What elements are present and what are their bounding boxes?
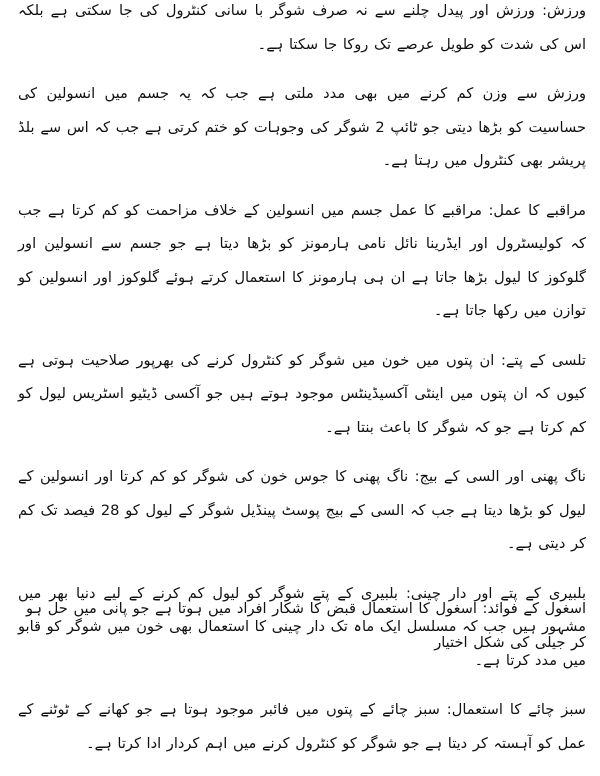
paragraph-text: ورزش اور پیدل چلنے سے نہ صرف شوگر با سانی کنٹرول کی جا سکتی ہے بلکہ اس کی شدت کو طویل عرصے تک روکا جا سکتا ہے۔ (18, 2, 586, 53)
paragraph-green-tea (18, 693, 586, 760)
paragraph-text: بلبیری کے پتے شوگر کو لیول کم کرنے کے لیے دنیا بھر میں مشہور ہیں جب کہ مسلسل ایک ماہ تک دار چینی کا استعمال بھی خون میں شوگر کو قابو میں مدد کرتا ہے۔ (18, 584, 586, 669)
paragraph-text: ورزش سے وزن کم کرنے میں بھی مدد ملتی ہے جب کہ یہ جسم میں انسولین کی حساسیت کو بڑھا دیتی جو ٹائپ 2 شوگر کی وجوہات کو ختم کرتی ہے جب کہ اس سے بلڈ پریشر بھی کنٹرول میں رہتا ہے۔ (18, 85, 586, 169)
paragraph-text: مراقبے کا عمل جسم میں انسولین کے خلاف مزاحمت کو کم کرتا ہے جب کہ کولیسٹرول اور ایڈرینا نائل نامی ہارمونز کو بڑھا دیتا ہے جو جسم سے انسولین اور گلوکوز کا لیول بڑھا جاتا ہے ان ہی ہارمونز کا استعمال کرتے ہوئے گلوکوز اور انسولین کو توازن میں رکھا جاتا ہے۔ (18, 201, 586, 319)
paragraph-text: ناگ پھنی کا جوس خون کی شوگر کو کم کرتا اور انسولین کے لیول کو بڑھا دیتا ہے جب کہ السی کے بیج پوسٹ پینڈیل شوگر کے لیول کو 28 فیصد تک کم کر دیتی ہے۔ (18, 468, 586, 552)
paragraph-heading: بلبیری کے پتے اور دار چینی: (398, 584, 587, 602)
paragraph-cactus-flaxseed (18, 460, 586, 561)
paragraph-heading: ورزش: (534, 2, 586, 19)
paragraph-heading: ناگ پھنی اور السی کے بیج: (408, 468, 586, 485)
paragraph-text: ان پتوں میں خون میں شوگر کو کنٹرول کرنے کی بھرپور صلاحیت ہوتی ہے کیوں کہ ان پتوں میں اینٹی آکسیڈینٹس موجود ہوتے ہیں جو آکسی ڈیٹیو اسٹریس لیول کو کم کرتا ہے جو کہ شوگر کا باعث بنتا ہے۔ (18, 351, 586, 436)
paragraph-meditation (18, 194, 586, 328)
paragraph-heading: مراقبے کا عمل: (481, 201, 586, 219)
paragraph-text: سبز چائے کے پتوں میں فائبر موجود ہوتا ہے جو کھانے کے ٹوٹنے کے عمل کو آہستہ کر دیتا ہے جو شوگر کو کنٹرول کرنے میں اہم کردار ادا کرتا ہے۔ (18, 701, 586, 752)
paragraph-heading: سبز چائے کا استعمال: (439, 701, 586, 718)
paragraph-text-partial: اسغول کے فوائد: اسغول کا استعمال قبض کا شکار افراد میں ہوتا ہے جو پانی میں حل ہو کر جیلی کی شکل اختیار (26, 600, 586, 651)
paragraph-exercise (18, 0, 586, 61)
paragraph-heading: تلسی کے پتے: (494, 351, 586, 369)
paragraph-basil-leaves (18, 344, 586, 445)
paragraph-exercise-weight (18, 77, 586, 178)
